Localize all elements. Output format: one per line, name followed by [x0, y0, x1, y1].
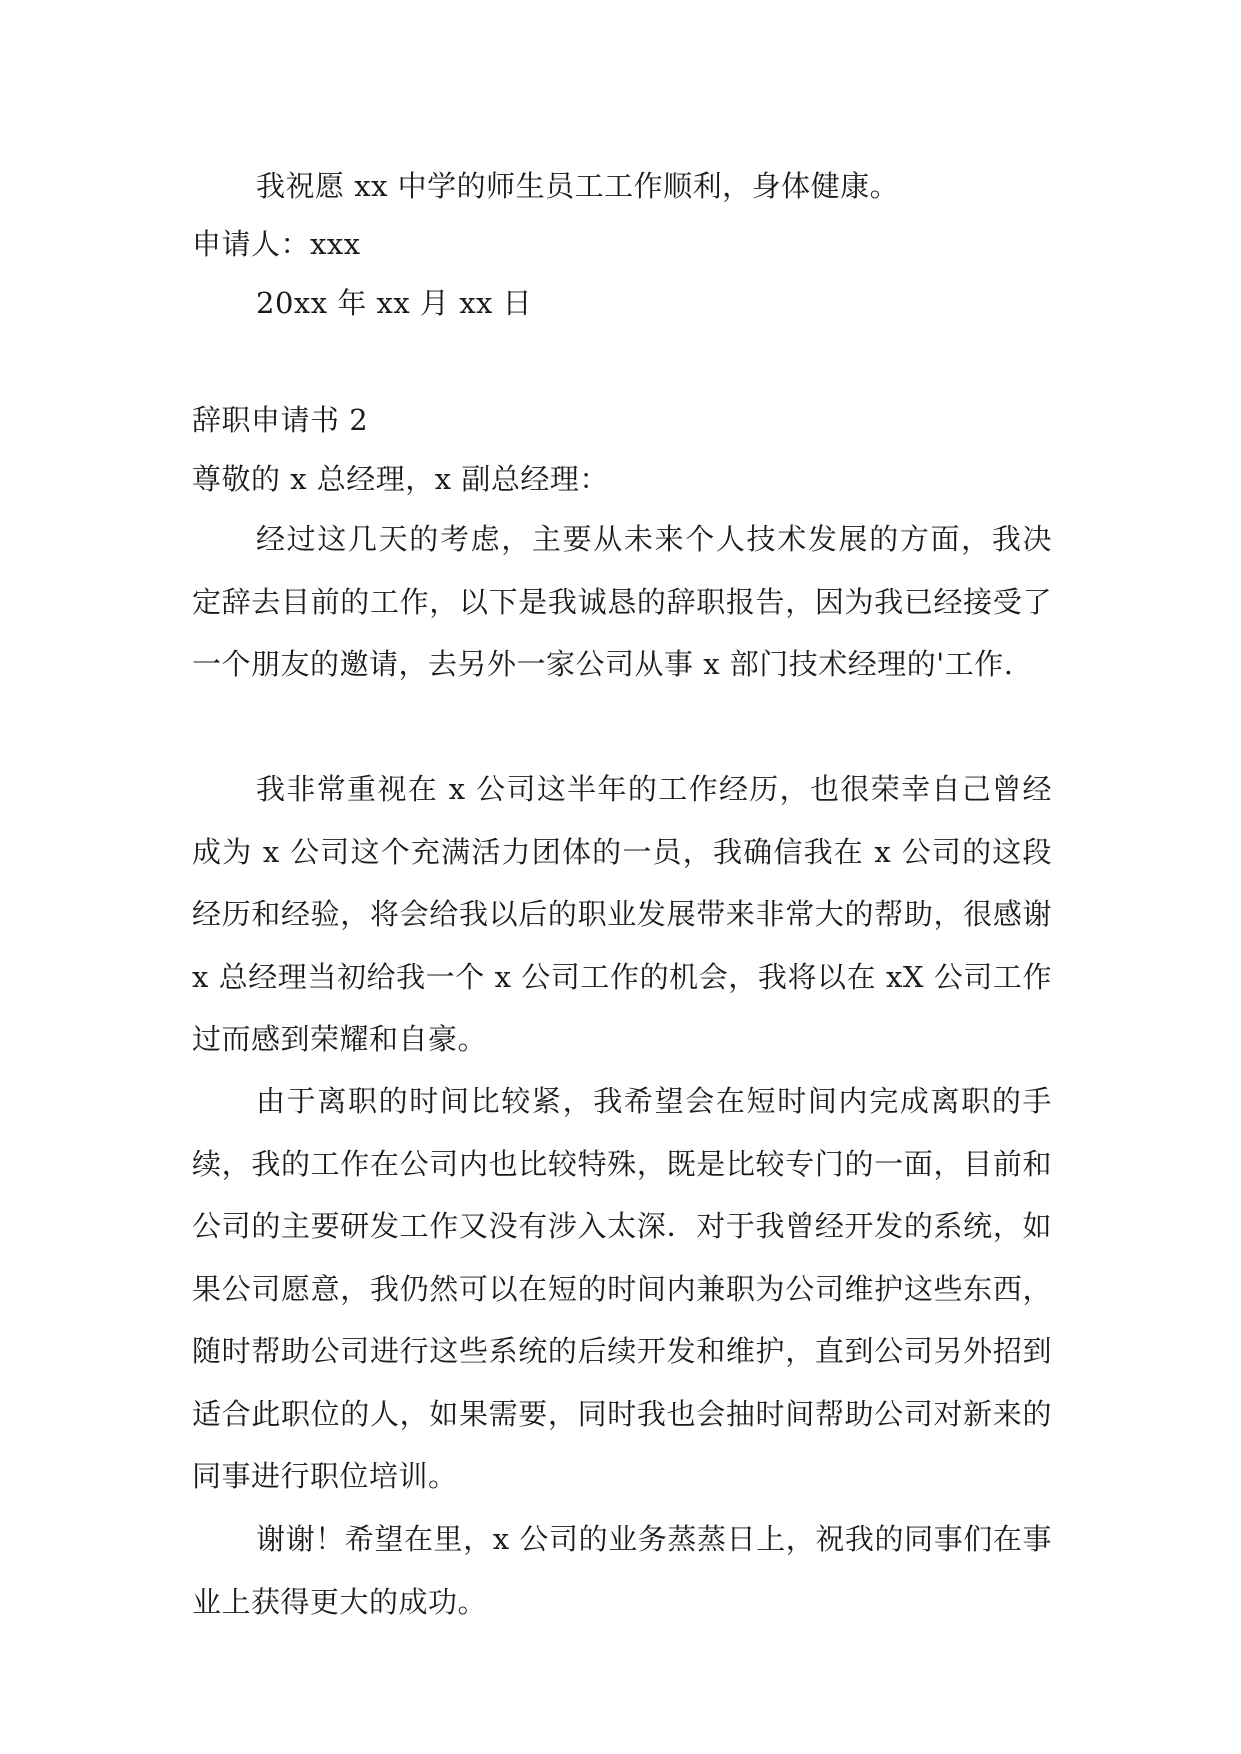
- applicant-line: 申请人：xxx: [192, 227, 361, 261]
- salutation: 尊敬的 x 总经理，x 副总经理：: [192, 462, 609, 496]
- paragraph-2: 我非常重视在 x 公司这半年的工作经历，也很荣幸自己曾经成为 x 公司这个充满活力团体的一员，我确信我在 x 公司的这段经历和经验，将会给我以后的职业发展带来非常大的帮助，很感谢 x 总经理当初给我一个 x 公司工作的机会，我将以在 xX 公司工作过而感到荣耀和自豪。: [192, 772, 1052, 1056]
- paragraph-4: 谢谢！希望在里，x 公司的业务蒸蒸日上，祝我的同事们在事业上获得更大的成功。: [192, 1522, 1052, 1619]
- letter-title: 辞职申请书 2: [192, 403, 369, 437]
- paragraph-3: 由于离职的时间比较紧，我希望会在短时间内完成离职的手续，我的工作在公司内也比较特殊，既是比较专门的一面，目前和公司的主要研发工作又没有涉入太深．对于我曾经开发的系统，如果公司愿意，我仍然可以在短的时间内兼职为公司维护这些东西，随时帮助公司进行这些系统的后续开发和维护，直到公司另外招到适合此职位的人，如果需要，同时我也会抽时间帮助公司对新来的同事进行职位培训。: [192, 1084, 1052, 1493]
- date-line: 20xx 年 xx 月 xx 日: [256, 286, 533, 320]
- paragraph-1: 经过这几天的考虑，主要从未来个人技术发展的方面，我决定辞去目前的工作，以下是我诚恳的辞职报告，因为我已经接受了一个朋友的邀请，去另外一家公司从事 x 部门技术经理的'工作.: [192, 522, 1052, 681]
- closing-wish: 我祝愿 xx 中学的师生员工工作顺利，身体健康。: [256, 169, 900, 203]
